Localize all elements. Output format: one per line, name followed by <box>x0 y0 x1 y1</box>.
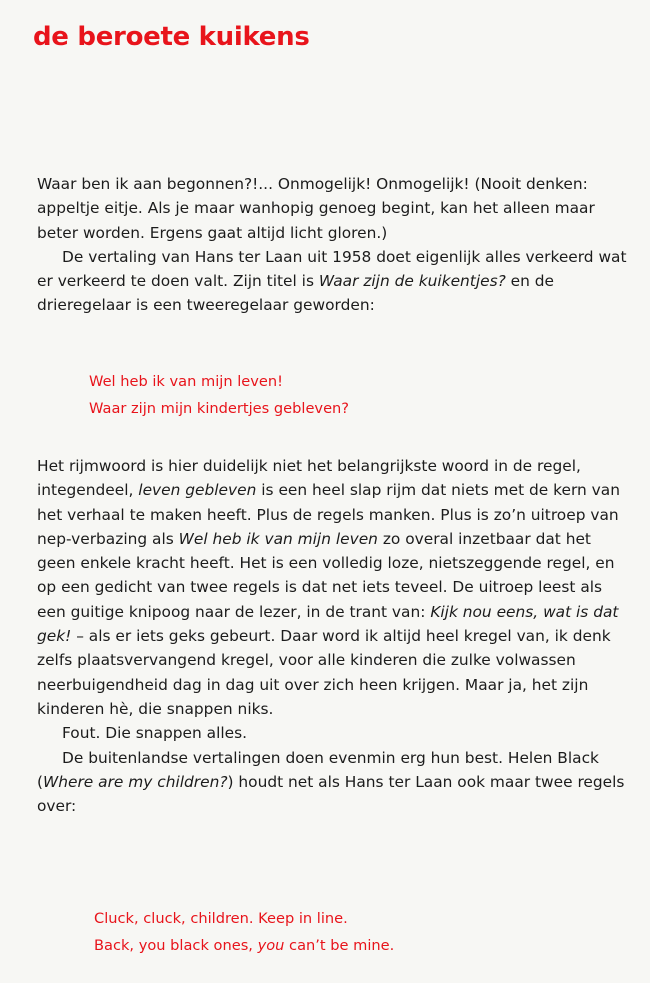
paragraph: De vertaling van Hans ter Laan uit 1958 doet eigenlijk alles verkeerd wat er verkeerd te doen valt. Zijn titel is Waar zijn de kuikentjes? en de drieregelaar is een tweeregelaar geworden: <box>37 247 627 315</box>
quoted-verse <box>89 368 349 422</box>
intro-text-block <box>37 172 629 318</box>
emphasis: you <box>257 937 285 954</box>
paragraph: Waar ben ik aan begonnen?!... Onmogelijk! Onmogelijk! (Nooit denken: appeltje eitje. Als je maar wanhopig genoeg begint, kan het alleen maar beter worden. Ergens gaat altijd licht gloren.) <box>37 175 595 242</box>
verse-line: Cluck, cluck, children. Keep in line. <box>94 910 348 927</box>
paragraph: De buitenlandse vertalingen doen evenmin erg hun best. Helen Black (Where are my children?) houdt net als Hans ter Laan ook maar twee regels over: <box>37 748 625 816</box>
book-title-emphasis: Where are my children? <box>43 772 228 791</box>
commentary-text-block <box>37 454 629 818</box>
emphasis: Kijk nou eens, wat is dat gek! <box>37 602 619 646</box>
paragraph: Het rijmwoord is hier duidelijk niet het belangrijkste woord in de regel, integendeel, leven gebleven is een heel slap rijm dat niets met de kern van het verhaal te maken heeft. Plus de regels manken. Plus is zo’n uitroep van nep-verbazing als Wel heb ik van mijn leven zo overal inzetbaar dat het geen enkele kracht heeft. Het is een volledig loze, nietszeggende regel, en op een gedicht van twee regels is dat net iets teveel. De uitroep leest als een guitige knipoog naar de lezer, in de trant van: Kijk nou eens, wat is dat gek! – als er iets geks gebeurt. Daar word ik altijd heel kregel van, ik denk zelfs plaatsvervangend kregel, voor alle kinderen die zulke volwassen neerbuigendheid dag in dag uit over zich heen krijgen. Maar ja, het zijn kinderen hè, die snappen niks. <box>37 457 620 718</box>
paragraph: Fout. Die snappen alles. <box>62 724 248 743</box>
verse-line: Wel heb ik van mijn leven! <box>89 373 283 390</box>
book-title-emphasis: Waar zijn de kuikentjes? <box>318 272 506 291</box>
chapter-title: de beroete kuikens <box>33 22 310 52</box>
verse-line: Back, you black ones, you can’t be mine. <box>94 937 395 954</box>
quoted-verse <box>94 905 394 959</box>
verse-line: Waar zijn mijn kindertjes gebleven? <box>89 400 350 417</box>
emphasis: leven gebleven <box>138 481 257 500</box>
emphasis: Wel heb ik van mijn leven <box>178 529 378 548</box>
